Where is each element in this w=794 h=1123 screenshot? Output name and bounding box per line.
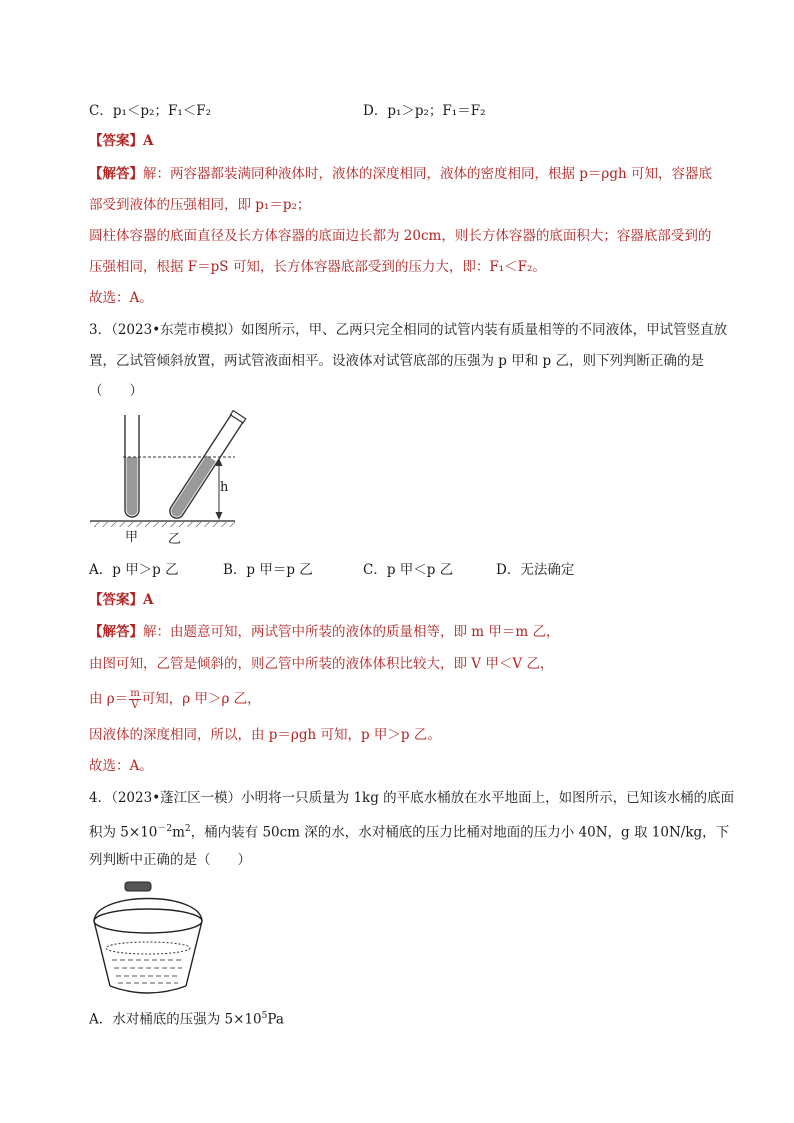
option-text: 无法确定	[520, 562, 575, 578]
exponent: 2	[184, 824, 191, 834]
q2-analysis-line-4: 压强相同，根据 F＝pS 可知，长方体容器底部受到的压力大，即：F₁＜F₂。	[89, 259, 546, 275]
fraction-denominator: V	[131, 700, 139, 711]
q2-analysis-line-1	[89, 164, 712, 184]
exponent: 5	[261, 1011, 268, 1021]
option-letter: A．	[89, 562, 113, 578]
analysis-text: 由 ρ＝	[89, 691, 129, 707]
q3-stem-line-2: 置，乙试管倾斜放置，两试管液面相平。设液体对试管底部的压强为 p 甲和 p 乙，则下列判断正确的是	[89, 353, 704, 369]
analysis-text: 解：两容器都装满同种液体时，液体的深度相同，液体的密度相同，根据 p＝ρgh 可知，容器底	[143, 166, 712, 182]
q4-bucket-figure	[88, 876, 208, 1001]
option-text: p₁＜p₂；F₁＜F₂	[112, 103, 212, 119]
option-text: 水对桶底的压强为 5×10	[112, 1011, 262, 1028]
exponent: －2	[157, 824, 173, 834]
analysis-text: 解：由题意可知，两试管中所装的液体的质量相等，即 m 甲＝m 乙，	[143, 624, 560, 640]
q4-stem-line-1: 4．（2023•蓬江区一模）小明将一只质量为 1kg 的平底水桶放在水平地面上，如图所示，已知该水桶的底面	[89, 790, 735, 806]
stem-text: ，桶内装有 50cm 深的水，水对桶底的压力比桶对地面的压力小 40N，g 取 10N/kg，下	[190, 824, 730, 841]
analysis-tag: 【解答】	[89, 166, 143, 182]
density-fraction	[129, 688, 140, 711]
q2-conclusion: 故选：A。	[89, 290, 153, 306]
q2-option-c	[89, 101, 211, 121]
stem-text: 积为 5×10	[89, 824, 158, 841]
option-text: p 甲＜p 乙	[386, 562, 454, 578]
option-letter: A．	[89, 1011, 113, 1028]
answer-value: A	[143, 133, 154, 149]
fraction-numerator: m	[130, 688, 140, 699]
analysis-tag: 【解答】	[89, 624, 143, 640]
q3-option-b	[223, 560, 313, 580]
option-letter: D．	[363, 103, 388, 119]
option-text: p₁＞p₂；F₁＝F₂	[387, 103, 486, 119]
answer-tag: 【答案】	[89, 133, 143, 149]
q2-option-d	[363, 101, 486, 121]
q3-option-c	[363, 560, 453, 580]
q2-answer	[89, 131, 153, 151]
answer-tag: 【答案】	[89, 592, 143, 608]
q3-figure-label-h: h	[220, 480, 229, 495]
q3-conclusion: 故选：A。	[89, 758, 153, 774]
q3-figure-label-yi: 乙	[168, 532, 182, 547]
option-letter: C．	[363, 562, 387, 578]
option-text: p 甲＞p 乙	[112, 562, 179, 578]
q3-answer	[89, 590, 153, 610]
q3-figure-label-jia: 甲	[125, 530, 139, 545]
q4-stem-line-2	[89, 819, 729, 843]
q3-analysis-line-4: 因液体的深度相同，所以，由 p＝ρgh 可知，p 甲＞p 乙。	[89, 727, 441, 743]
option-text: p 甲＝p 乙	[246, 562, 313, 578]
q3-option-d	[496, 560, 574, 580]
stem-text: m	[172, 824, 185, 841]
q2-analysis-line-3: 圆柱体容器的底面直径及长方体容器的底面边长都为 20cm，则长方体容器的底面积大；容器底部受到的	[89, 228, 712, 244]
q4-option-a	[89, 1006, 284, 1030]
q3-analysis-line-3	[89, 688, 261, 711]
option-letter: C．	[89, 103, 113, 119]
q3-stem-line-1: 3．（2023•东莞市模拟）如图所示，甲、乙两只完全相同的试管内装有质量相等的不同液体，甲试管竖直放	[89, 322, 728, 338]
q4-stem-line-3: 列判断中正确的是（ ）	[89, 852, 251, 868]
option-letter: D．	[496, 562, 521, 578]
q3-stem-line-3: （ ）	[89, 383, 143, 399]
option-letter: B．	[223, 562, 247, 578]
answer-value: A	[143, 592, 154, 608]
q3-option-a	[89, 560, 179, 580]
q2-analysis-line-2: 部受到液体的压强相同，即 p₁＝p₂；	[89, 197, 311, 213]
analysis-text: 可知，ρ 甲＞ρ 乙，	[141, 691, 261, 707]
q3-analysis-line-2: 由图可知，乙管是倾斜的，则乙管中所装的液体体积比较大，即 V 甲＜V 乙，	[89, 656, 554, 672]
q3-analysis-line-1	[89, 622, 559, 642]
option-text: Pa	[267, 1011, 284, 1028]
